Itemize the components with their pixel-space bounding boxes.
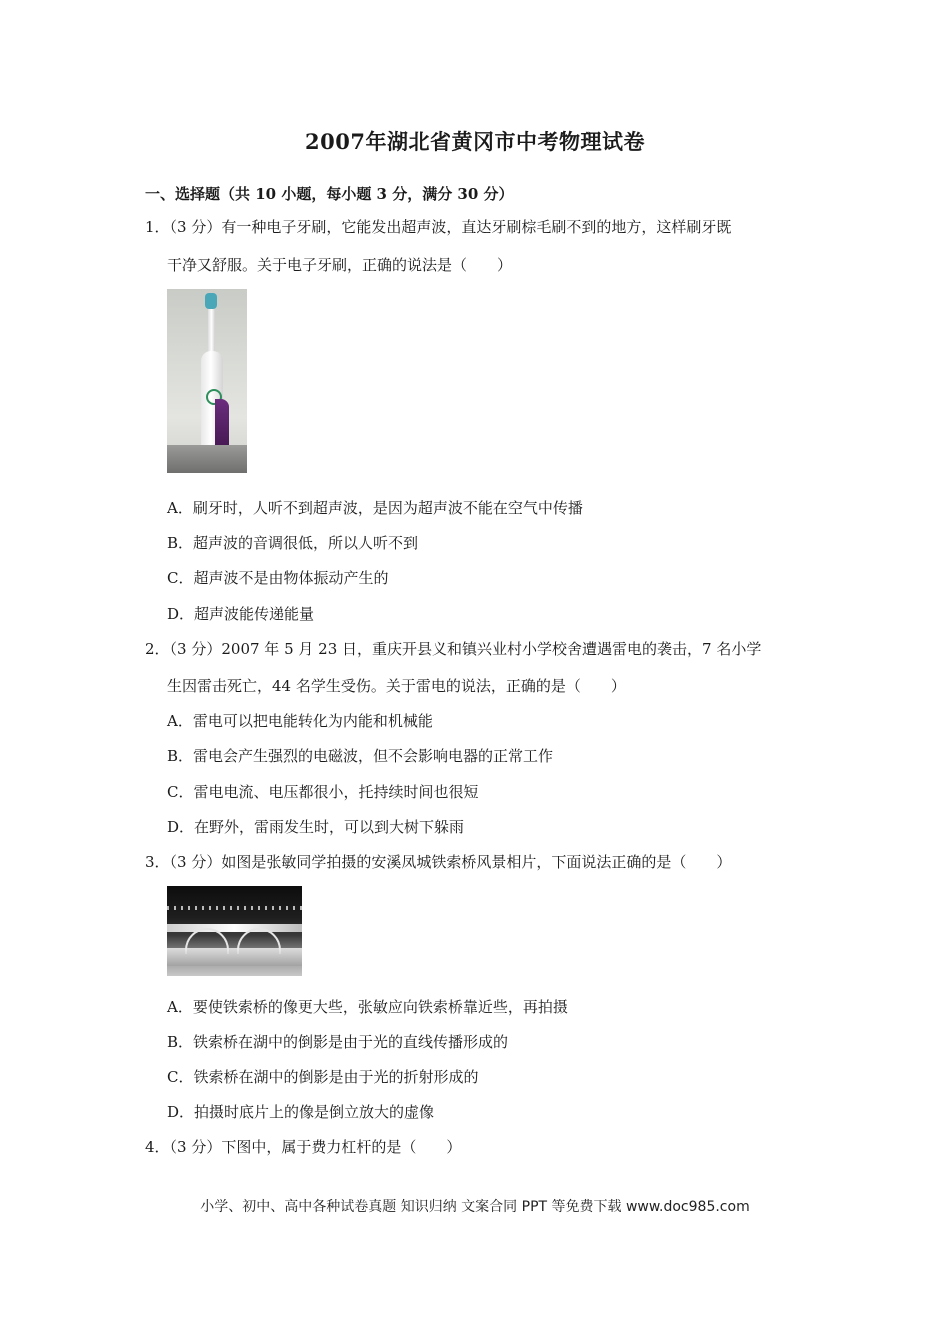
question-1-option-a: A．刷牙时，人听不到超声波，是因为超声波不能在空气中传播 [167,499,583,517]
question-3-option-c: C．铁索桥在湖中的倒影是由于光的折射形成的 [167,1068,479,1086]
page-title: 2007年湖北省黄冈市中考物理试卷 [305,129,645,154]
question-2-line-2: 生因雷击死亡，44 名学生受伤。关于雷电的说法，正确的是（ ） [167,677,626,695]
question-3-line-1: 3．（3 分）如图是张敏同学拍摄的安溪凤城铁索桥风景相片，下面说法正确的是（ ） [145,853,732,871]
question-1-option-c: C．超声波不是由物体振动产生的 [167,569,389,587]
section-heading: 一、选择题（共 10 小题，每小题 3 分，满分 30 分） [145,185,514,203]
question-2-line-1: 2．（3 分）2007 年 5 月 23 日，重庆开县义和镇兴业村小学校舍遭遇雷电的袭击，7 名小学 [145,640,762,658]
question-3-option-b: B．铁索桥在湖中的倒影是由于光的直线传播形成的 [167,1033,509,1051]
page-footer: 小学、初中、高中各种试卷真题 知识归纳 文案合同 PPT 等免费下载 www.doc985.com [200,1199,750,1215]
question-1-line-1: 1．（3 分）有一种电子牙刷，它能发出超声波，直达牙刷棕毛刷不到的地方，这样刷牙既 [145,218,732,236]
electric-toothbrush-image [167,289,247,473]
question-4-line-1: 4．（3 分）下图中，属于费力杠杆的是（ ） [145,1138,462,1156]
question-1-option-d: D．超声波能传递能量 [167,605,315,623]
question-3-option-a: A．要使铁索桥的像更大些，张敏应向铁索桥靠近些，再拍摄 [167,998,568,1016]
question-2-option-b: B．雷电会产生强烈的电磁波，但不会影响电器的正常工作 [167,747,554,765]
question-2-option-d: D．在野外，雷雨发生时，可以到大树下躲雨 [167,818,465,836]
question-1-option-b: B．超声波的音调很低，所以人听不到 [167,534,419,552]
iron-chain-bridge-photo [167,886,302,976]
question-1-line-2: 干净又舒服。关于电子牙刷，正确的说法是（ ） [167,256,513,274]
question-3-option-d: D．拍摄时底片上的像是倒立放大的虚像 [167,1103,435,1121]
question-2-option-a: A．雷电可以把电能转化为内能和机械能 [167,712,433,730]
question-2-option-c: C．雷电电流、电压都很小，托持续时间也很短 [167,783,479,801]
